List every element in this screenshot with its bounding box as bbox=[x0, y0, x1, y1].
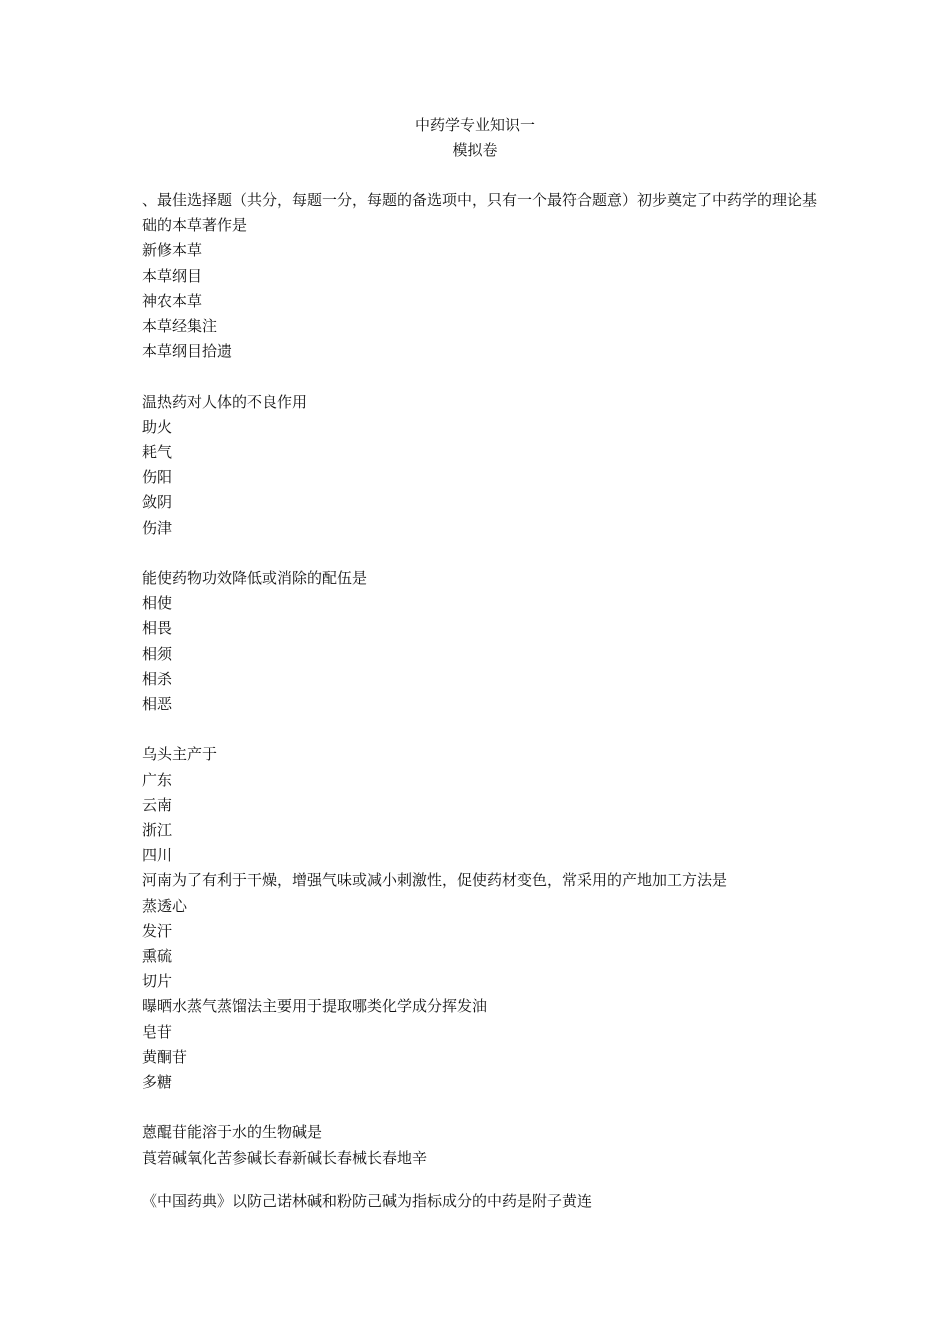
q1-option-5: 本草纲目拾遗 bbox=[142, 342, 233, 361]
q2-option-4: 敛阴 bbox=[142, 493, 173, 512]
q2-option-2: 耗气 bbox=[142, 443, 173, 462]
q3-option-4: 相杀 bbox=[142, 669, 173, 688]
q6-stem: 曝晒水蒸气蒸馏法主要用于提取哪类化学成分挥发油 bbox=[142, 997, 488, 1016]
q4-option-3: 浙江 bbox=[142, 821, 173, 840]
spacer bbox=[142, 541, 822, 566]
spacer bbox=[142, 364, 822, 389]
q7-stem: 蒽醌苷能溶于水的生物碱是 bbox=[142, 1123, 323, 1142]
q5-option-3: 熏硫 bbox=[142, 947, 173, 966]
q5-stem: 河南为了有利于干燥，增强气味或减小刺激性，促使药材变色，常采用的产地加工方法是 bbox=[142, 871, 728, 890]
q5-option-4: 切片 bbox=[142, 972, 173, 991]
q4-stem: 乌头主产于 bbox=[142, 745, 218, 764]
q5-option-1: 蒸透心 bbox=[142, 896, 188, 915]
q5-option-2: 发汗 bbox=[142, 921, 173, 940]
section-intro: 、最佳选择题（共分，每题一分，每题的备选项中，只有一个最符合题意）初步奠定了中药学的理论基础的本草著作是 bbox=[142, 191, 818, 235]
q3-stem: 能使药物功效降低或消除的配伍是 bbox=[142, 569, 368, 588]
q7-answer-line: 莨菪碱氧化苦参碱长春新碱长春械长春地辛 bbox=[142, 1148, 428, 1167]
q3-option-2: 相畏 bbox=[142, 619, 173, 638]
q4-option-1: 广东 bbox=[142, 770, 173, 789]
q8-stem: 《中国药典》以防己诺林碱和粉防己碱为指标成分的中药是附子黄连 bbox=[142, 1191, 593, 1210]
document-subtitle: 模拟卷 bbox=[452, 141, 498, 159]
q1-option-2: 本草纲目 bbox=[142, 266, 203, 285]
q2-stem: 温热药对人体的不良作用 bbox=[142, 392, 308, 411]
q6-option-1: 皂苷 bbox=[142, 1022, 173, 1041]
q1-option-1: 新修本草 bbox=[142, 241, 203, 260]
document-body bbox=[142, 188, 822, 1214]
q2-option-1: 助火 bbox=[142, 417, 173, 436]
q4-option-2: 云南 bbox=[142, 795, 173, 814]
document-title: 中药学专业知识一 bbox=[414, 116, 535, 134]
spacer bbox=[142, 717, 822, 742]
q3-option-5: 相恶 bbox=[142, 695, 173, 714]
q4-option-4: 四川 bbox=[142, 846, 173, 865]
q6-option-2: 黄酮苷 bbox=[142, 1047, 188, 1066]
q1-option-3: 神农本草 bbox=[142, 291, 203, 310]
spacer bbox=[142, 1171, 822, 1189]
q2-option-3: 伤阳 bbox=[142, 468, 173, 487]
spacer bbox=[142, 1095, 822, 1120]
q2-option-5: 伤津 bbox=[142, 518, 173, 537]
q1-option-4: 本草经集注 bbox=[142, 317, 218, 336]
title-block bbox=[0, 113, 950, 163]
q3-option-3: 相须 bbox=[142, 644, 173, 663]
q3-option-1: 相使 bbox=[142, 594, 173, 613]
q6-option-3: 多糖 bbox=[142, 1073, 173, 1092]
